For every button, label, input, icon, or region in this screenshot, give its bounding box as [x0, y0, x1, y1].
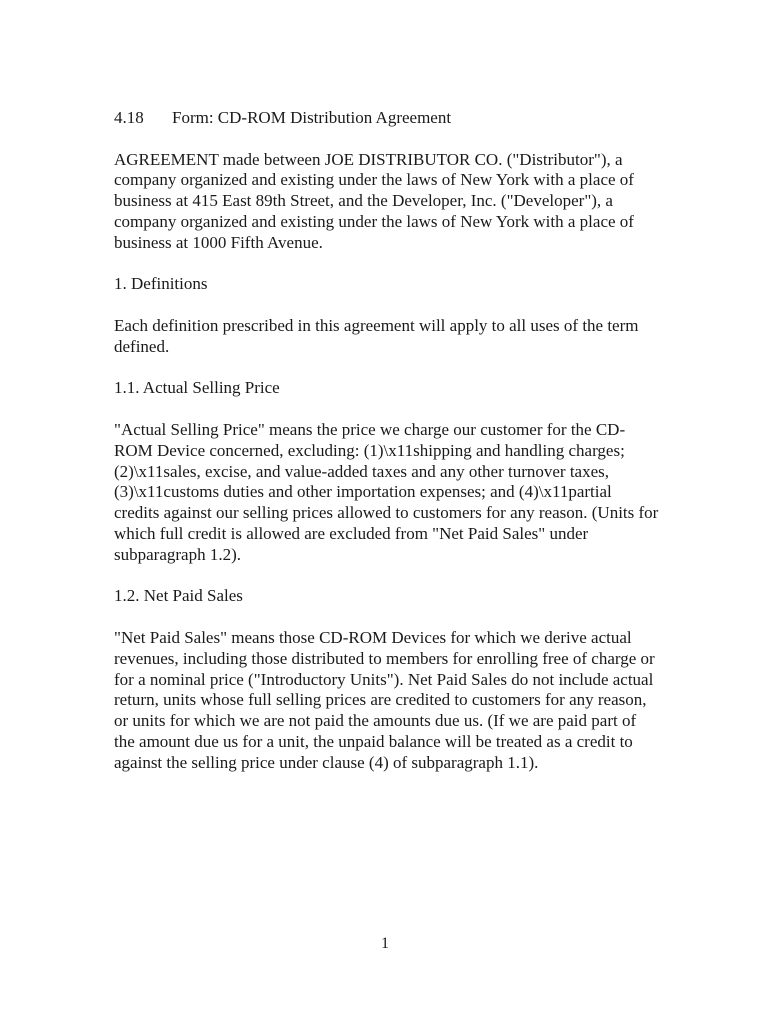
section-1-2-title: 1.2. Net Paid Sales	[114, 586, 243, 606]
form-number: 4.18	[114, 108, 144, 127]
document-body	[114, 108, 659, 794]
agreement-intro: AGREEMENT made between JOE DISTRIBUTOR CO. ("Distributor"), a company organized and existing under the laws of New York with a place of business at 415 East 89th Street, and the Developer, Inc. ("Developer"), a company organized and existing under the laws of New York with a place of business at 1000 Fifth Avenue.	[114, 149, 634, 252]
form-title: Form: CD-ROM Distribution Agreement	[172, 108, 452, 127]
section-1-1-title: 1.1. Actual Selling Price	[114, 378, 280, 398]
section-1-title: 1. Definitions	[114, 274, 208, 294]
page-number: 1	[381, 935, 389, 952]
section-1-2-body: "Net Paid Sales" means those CD-ROM Devices for which we derive actual revenues, including those distributed to members for enrolling free of charge or for a nominal price ("Introductory Units"). Net Paid Sales do not include actual return, units whose full selling prices are credited to customers for any reason, or units for which we are not paid the amounts due us. (If we are paid part of the amount due us for a unit, the unpaid balance will be treated as a credit to against the selling price under clause (4) of subparagraph 1.1).	[114, 627, 655, 772]
section-1-1-body: "Actual Selling Price" means the price we charge our customer for the CD-ROM Device concerned, excluding: (1)\x11shipping and handling charges; (2)\x11sales, excise, and value-added taxes and any other turnover taxes, (3)\x11customs duties and other importation expenses; and (4)\x11partial credits against our selling prices allowed to customers for any reason. (Units for which full credit is allowed are excluded from "Net Paid Sales" under subparagraph 1.2).	[114, 419, 659, 564]
form-heading	[114, 108, 659, 129]
section-1-body: Each definition prescribed in this agreement will apply to all uses of the term defined.	[114, 315, 639, 356]
